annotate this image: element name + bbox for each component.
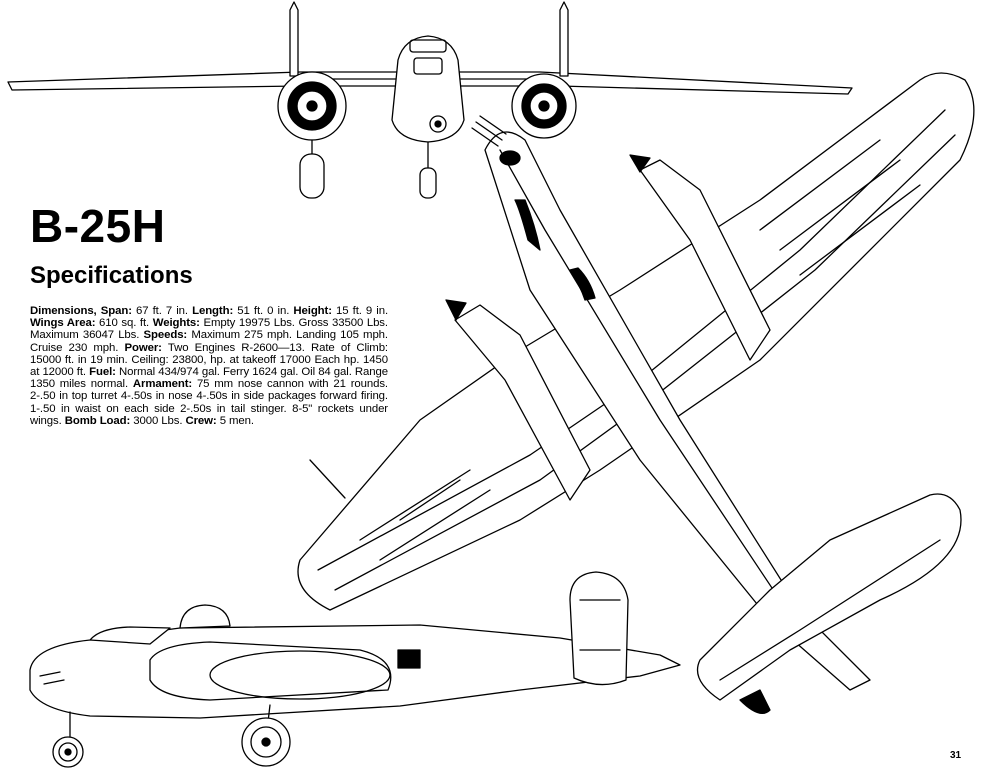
page-title: B-25H <box>30 200 166 252</box>
spec-label: Armament: <box>132 378 193 391</box>
spec-label: Height: <box>293 305 332 317</box>
spec-value: 15 ft. 9 in. <box>331 305 389 317</box>
spec-label: Weights: <box>152 317 200 330</box>
side-view-drawing <box>30 572 680 767</box>
plan-view-drawing <box>298 73 974 713</box>
spec-value: Maximum 275 mph. Landing 105 mph. Cruise 230 mph. <box>30 329 388 354</box>
spec-value: 5 men. <box>216 414 254 427</box>
spec-value: 51 ft. 0 in. <box>233 305 294 317</box>
spec-value: Empty 19975 Lbs. Gross 33500 Lbs. Maximum 36047 Lbs. <box>30 317 388 342</box>
spec-label: Dimensions, Span: <box>30 305 132 317</box>
section-subtitle: Specifications <box>30 262 193 289</box>
spec-label: Length: <box>192 305 234 317</box>
spec-value: 610 sq. ft. <box>95 317 153 330</box>
spec-label: Crew: <box>185 414 217 427</box>
page-number: 31 <box>950 750 962 761</box>
spec-label: Fuel: <box>89 366 116 379</box>
spec-label: Bomb Load: <box>64 414 131 427</box>
front-view-drawing <box>8 2 852 198</box>
spec-label: Speeds: <box>143 329 188 342</box>
spec-label: Wings Area: <box>30 317 96 330</box>
spec-value: 75 mm nose cannon with 21 rounds. 2-.50 in top turret 4-.50s in nose 4-.50s in side packages forward firing. 1-.50 in waist on each side 2-.50s in tail stinger. 8-5" rockets under wings. <box>30 378 388 427</box>
spec-value: Normal 434/974 gal. Ferry 1624 gal. Oil 84 gal. Range 1350 miles normal. <box>30 366 388 391</box>
specifications-paragraph <box>30 305 388 427</box>
spec-value: 67 ft. 7 in. <box>131 305 193 317</box>
spec-value: 3000 Lbs. <box>130 414 186 427</box>
spec-label: Power: <box>124 341 162 354</box>
spec-value: Two Engines R-2600—13. Rate of Climb: 15000 ft. in 19 min. Ceiling: 23800, hp. at takeoff 17000 Each hp. 1450 at 12000 ft. <box>30 341 388 379</box>
